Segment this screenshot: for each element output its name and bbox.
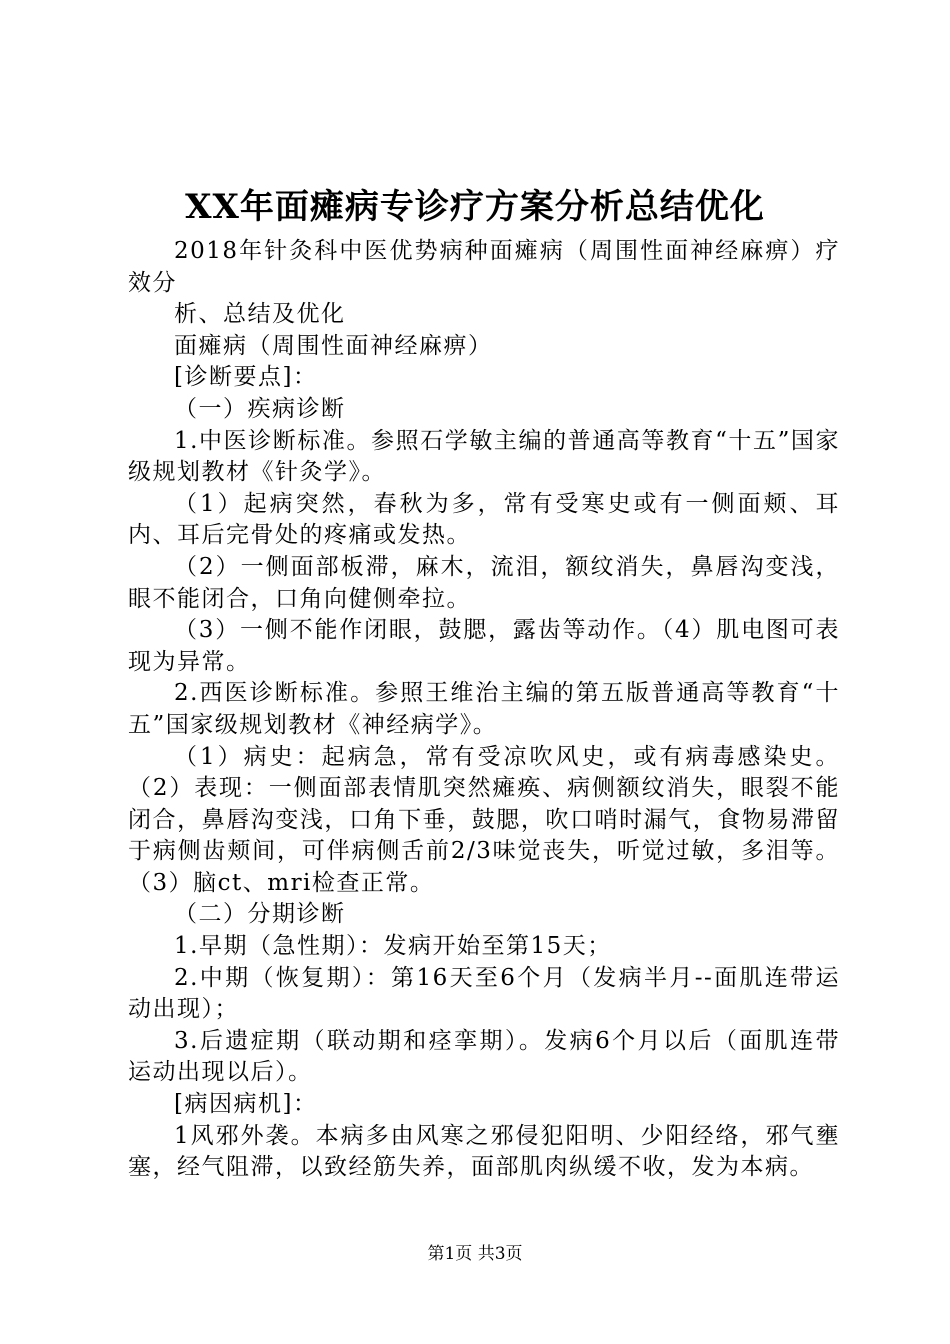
subsection-heading-disease-diagnosis: （一）疾病诊断 bbox=[174, 395, 346, 422]
paragraph-intro-cont: 析、总结及优化 bbox=[174, 301, 346, 328]
paragraph-western-items: （1）病史：起病急，常有受凉吹风史，或有病毒感染史。（2）表现：一侧面部表情肌突然瘫痪、病侧额纹消失，眼裂不能闭合，鼻唇沟变浅，口角下垂，鼓腮，吹口哨时漏气，食物易滞留于病侧齿颊间，可伴病侧舌前2/3味觉丧失，听觉过敏，多泪等。（3）脑ct、mri检查正常。 bbox=[128, 743, 840, 896]
subsection-heading-stage-diagnosis: （二）分期诊断 bbox=[174, 901, 346, 928]
paragraph-stage-middle: 2.中期（恢复期）：第16天至6个月（发病半月--面肌连带运动出现）； bbox=[128, 964, 840, 1023]
paragraph-western-standard: 2.西医诊断标准。参照王维治主编的第五版普通高等教育“十五”国家级规划教材《神经病学》。 bbox=[128, 680, 840, 738]
paragraph-tcm-item-2: （2）一侧面部板滞，麻木，流泪，额纹消失，鼻唇沟变浅，眼不能闭合，口角向健侧牵拉。 bbox=[128, 553, 840, 612]
paragraph-stage-early: 1.早期（急性期）：发病开始至第15天； bbox=[174, 933, 612, 960]
document-title: XX年面瘫病专诊疗方案分析总结优化 bbox=[185, 187, 765, 227]
paragraph-etiology-1: 1风邪外袭。本病多由风寒之邪侵犯阳明、少阳经络，邪气壅塞，经气阻滞，以致经筋失养，面部肌肉纵缓不收，发为本病。 bbox=[128, 1122, 840, 1181]
page-footer: 第1页 共3页 bbox=[427, 1244, 523, 1264]
paragraph-stage-late: 3.后遗症期（联动期和痉挛期）。发病6个月以后（面肌连带运动出现以后）。 bbox=[128, 1027, 840, 1086]
section-heading-etiology: [病因病机]： bbox=[174, 1091, 318, 1118]
paragraph-disease-name: 面瘫病（周围性面神经麻痹） bbox=[174, 332, 493, 359]
paragraph-intro: 2018年针灸科中医优势病种面瘫病（周围性面神经麻痹）疗效分 bbox=[128, 238, 840, 296]
paragraph-tcm-standard: 1.中医诊断标准。参照石学敏主编的普通高等教育“十五”国家级规划教材《针灸学》。 bbox=[128, 427, 840, 486]
section-heading-diagnosis: [诊断要点]： bbox=[174, 364, 318, 391]
document-body bbox=[128, 236, 840, 1184]
paragraph-tcm-item-3-4: （3）一侧不能作闭眼，鼓腮，露齿等动作。（4）肌电图可表现为异常。 bbox=[128, 617, 840, 675]
paragraph-tcm-item-1: （1）起病突然，春秋为多，常有受寒史或有一侧面颊、耳内、耳后完骨处的疼痛或发热。 bbox=[128, 490, 840, 549]
